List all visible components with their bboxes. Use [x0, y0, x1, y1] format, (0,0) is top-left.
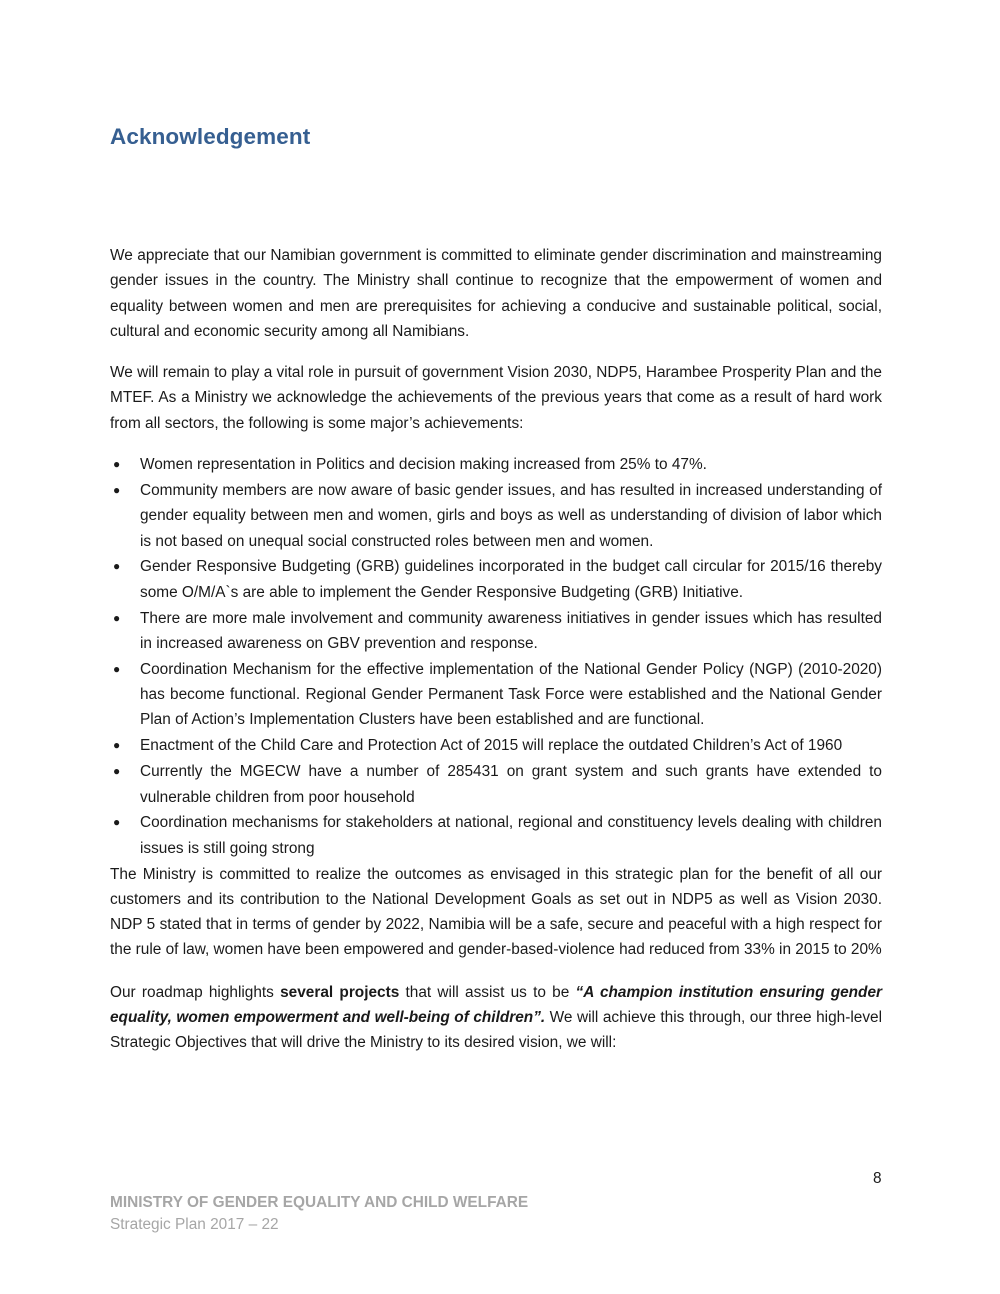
bullet-icon: ● — [113, 661, 121, 676]
bullet-icon: ● — [113, 815, 121, 830]
bullet-icon: ● — [113, 764, 121, 779]
list-item-text: Women representation in Politics and decision making increased from 25% to 47%. — [140, 456, 707, 474]
bullet-icon: ● — [113, 482, 121, 497]
list-item — [110, 657, 882, 733]
emphasis-text: several projects — [280, 983, 400, 1001]
list-item — [110, 478, 882, 554]
list-item-text: Enactment of the Child Care and Protection Act of 2015 will replace the outdated Children’s Act of 1960 — [140, 737, 843, 755]
paragraph: We will remain to play a vital role in pursuit of government Vision 2030, NDP5, Harambee Prosperity Plan and the MTEF. As a Ministry we acknowledge the achievements of the previous years that come as a result of hard work from all sectors, the following is some major’s achievements: — [110, 364, 882, 432]
page-heading: Acknowledgement — [110, 124, 311, 149]
list-item-text: There are more male involvement and community awareness initiatives in gender issues which has resulted in increased awareness on GBV prevention and response. — [140, 609, 882, 652]
list-item — [110, 810, 882, 861]
footer-subtitle: Strategic Plan 2017 – 22 — [110, 1216, 279, 1233]
paragraph: The Ministry is committed to realize the outcomes as envisaged in this strategic plan for the benefit of all our customers and its contribution to the National Development Goals as set out in NDP5 as well as Vision 2030. NDP 5 stated that in terms of gender by 2022, Namibia will be a safe, secure and peaceful with a high respect for the rule of law, women have been empowered and gender-based-violence had reduced from 33% in 2015 to 20% — [110, 865, 882, 959]
paragraph-text: Our roadmap highlights — [110, 983, 281, 1001]
document-body — [110, 243, 882, 1056]
list-item — [110, 606, 882, 657]
list-item-text: Gender Responsive Budgeting (GRB) guidelines incorporated in the budget call circular for 2015/16 thereby some O/M/A`s are able to implement the Gender Responsive Budgeting (GRB) Initiative. — [140, 558, 882, 601]
paragraph-text: that will assist us to be — [399, 983, 576, 1001]
page-footer — [110, 1192, 528, 1236]
paragraph-text: We will achieve this through, our three high-level Strategic Objectives that will drive the Ministry to its desired vision, we will: — [110, 1009, 882, 1052]
paragraph — [110, 980, 882, 1056]
bullet-icon: ● — [113, 457, 121, 472]
vision-statement: “A champion institution ensuring gender equality, women empowerment and well-being of children”. — [110, 983, 883, 1027]
bullet-icon: ● — [113, 559, 121, 574]
page-number: 8 — [873, 1170, 882, 1187]
paragraph: We appreciate that our Namibian government is committed to eliminate gender discrimination and mainstreaming gender issues in the country. The Ministry shall continue to recognize that the empowerment of women and equality between women and men are prerequisites for achieving a conducive and sustainable political, social, cultural and economic security among all Namibians. — [110, 247, 882, 340]
achievements-list — [110, 452, 882, 861]
bullet-icon: ● — [113, 610, 121, 625]
bullet-icon: ● — [113, 738, 121, 753]
list-item-text: Currently the MGECW have a number of 285431 on grant system and such grants have extended to vulnerable children from poor household — [140, 763, 882, 806]
list-item — [110, 554, 882, 605]
list-item-text: Coordination mechanisms for stakeholders at national, regional and constituency levels dealing with children issues is still going strong — [140, 814, 882, 857]
list-item — [110, 759, 882, 810]
list-item-text: Coordination Mechanism for the effective implementation of the National Gender Policy (NGP) (2010-2020) has become functional. Regional Gender Permanent Task Force were established and the National Gender Plan of Action’s Implementation Clusters have been established and are functional. — [140, 660, 882, 729]
list-item — [110, 452, 882, 477]
footer-organization: MINISTRY OF GENDER EQUALITY AND CHILD WELFARE — [110, 1194, 529, 1211]
list-item-text: Community members are now aware of basic gender issues, and has resulted in increased understanding of gender equality between men and women, girls and boys as well as understanding of division of labor which is not based on unequal social constructed roles between men and women. — [140, 481, 882, 550]
list-item — [110, 733, 882, 758]
